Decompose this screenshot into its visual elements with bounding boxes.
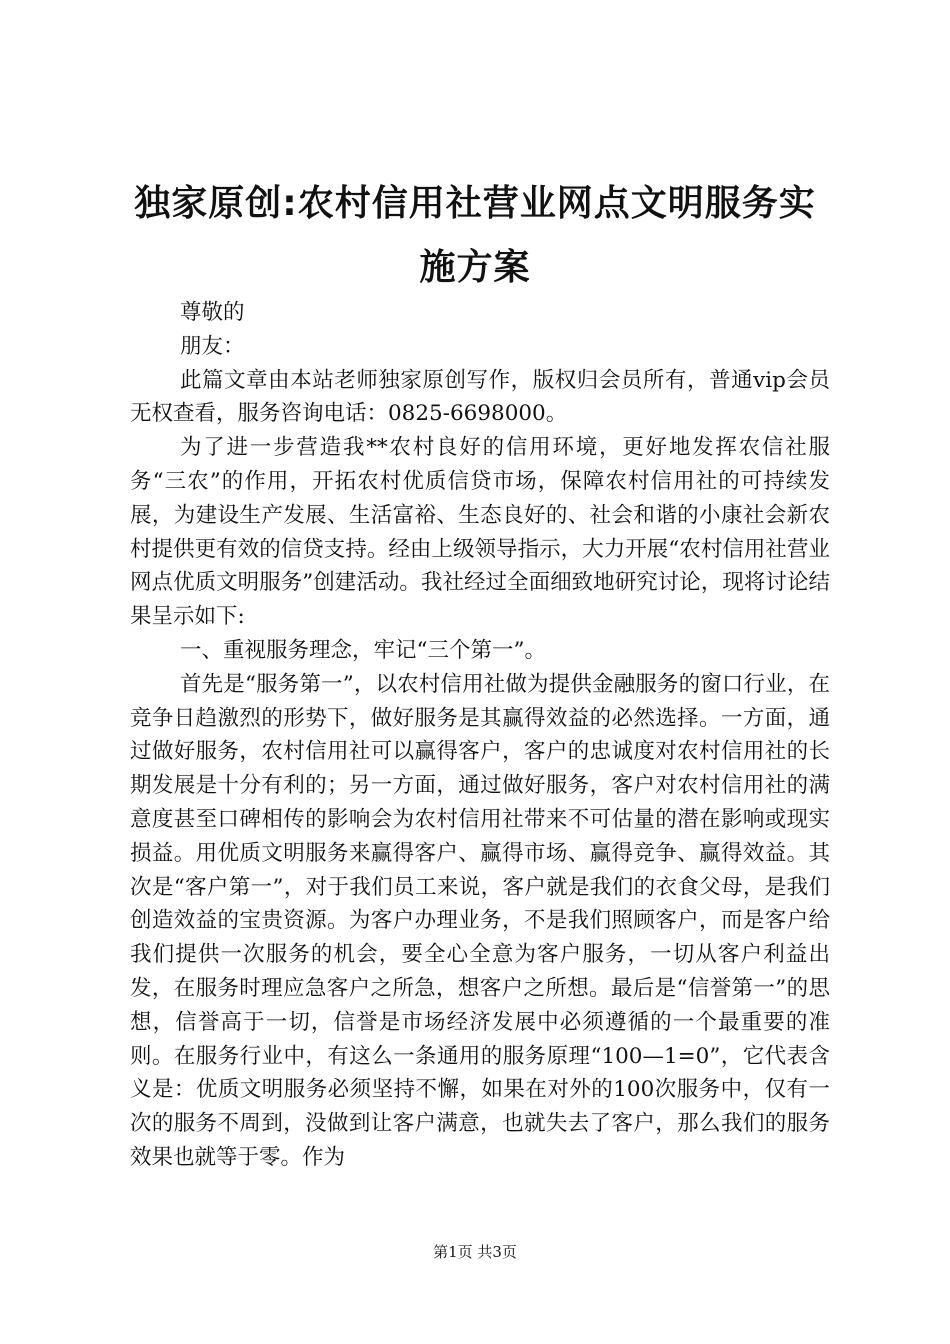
salutation-line-2: 朋友： [180,333,245,359]
intro-paragraph: 为了进一步营造我**农村良好的信用环境，更好地发挥农信社服务“三农”的作用，开拓农村优质信贷市场，保障农村信用社的可持续发展，为建设生产发展、生活富裕、生态良好的、社会和谐的小康社会新农村提供更有效的信贷支持。经由上级领导指示，大力开展“农村信用社营业网点优质文明服务”创建活动。我社经过全面细致地研究讨论，现将讨论结果呈示如下: [130,435,830,630]
document-title: 独家原创:农村信用社营业网点文明服务实施方案 [134,183,816,288]
body-paragraph: 首先是“服务第一”，以农村信用社做为提供金融服务的窗口行业，在竞争日趋激烈的形势下，做好服务是其赢得效益的必然选择。一方面，通过做好服务，农村信用社可以赢得客户，客户的忠诚度对农村信用社的长期发展是十分有利的；另一方面，通过做好服务，客户对农村信用社的满意度甚至口碑相传的影响会为农村信用社带来不可估量的潜在影响或现实损益。用优质文明服务来赢得客户、赢得市场、赢得竞争、赢得效益。其次是“客户第一”，对于我们员工来说，客户就是我们的衣食父母，是我们创造效益的宝贵资源。为客户办理业务，不是我们照顾客户，而是客户给我们提供一次服务的机会，要全心全意为客户服务，一切从客户利益出发，在服务时理应急客户之所急，想客户之所想。最后是“信誉第一”的思想，信誉高于一切，信誉是市场经济发展中必须遵循的一个最重要的准则。在服务行业中，有这么一条通用的服务原理“100—1=0”，它代表含义是：优质文明服务必须坚持不懈，如果在对外的100次服务中，仅有一次的服务不周到，没做到让客户满意，也就失去了客户，那么我们的服务效果也就等于零。作为 [130,671,830,1170]
salutation-line-1: 尊敬的 [180,300,245,325]
page-footer: 第1页 共3页 [433,1243,517,1261]
copyright-notice: 此篇文章由本站老师独家原创写作，版权归会员所有，普通vip会员无权查看，服务咨询电话：0825-6698000。 [130,367,830,427]
document-body [130,296,830,1175]
section-heading-1: 一、重视服务理念，牢记“三个第一”。 [180,637,546,663]
